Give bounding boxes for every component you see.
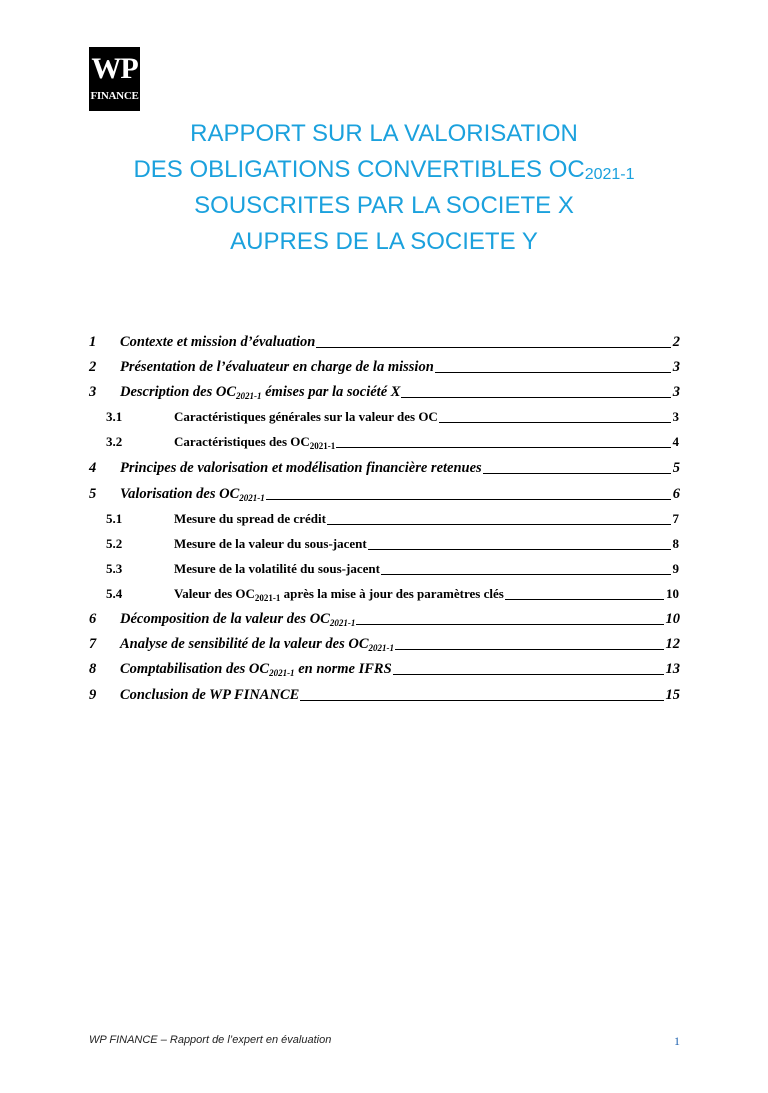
toc-entry-title: Analyse de sensibilité de la valeur des $OC_{2021-1}$ (120, 636, 394, 653)
logo-wp-text: WP (91, 52, 138, 85)
toc-entry-page: 2 (672, 334, 680, 350)
toc-entry[interactable] (0, 330, 768, 354)
toc-entry-number: 4 (89, 460, 97, 476)
page-footer: WP FINANCE – Rapport de l’expert en évaluation (89, 1034, 332, 1046)
toc-entry[interactable] (0, 657, 768, 681)
toc-entry-page: 3 (672, 384, 680, 400)
toc-leader-line (327, 524, 671, 525)
toc-entry-number: 5.1 (106, 511, 123, 526)
toc-entry-number: 5 (89, 486, 97, 502)
toc-entry-page: 7 (672, 511, 679, 526)
toc-leader-line (300, 700, 663, 701)
toc-leader-line (483, 473, 671, 474)
toc-leader-line (401, 397, 670, 398)
toc-entry-title: Comptabilisation des $OC_{2021-1}$ en norme IFRS (120, 661, 392, 678)
title-line-2 (0, 152, 768, 188)
toc-entry-title: Principes de valorisation et modélisation financière retenues (120, 460, 482, 476)
toc-entry-title: Valeur des $OC_{2021-1}$ après la mise à jour des paramètres clés (174, 586, 504, 603)
toc-entry-page: 12 (665, 636, 680, 652)
toc-entry-title: Description des $OC_{2021-1}$ émises par la société X (120, 384, 401, 401)
toc-entry-page: 13 (665, 661, 680, 677)
toc-entry-page: 15 (665, 687, 680, 703)
toc-entry-page: 5 (672, 460, 680, 476)
toc-entry-page: 3 (672, 409, 679, 424)
toc-entry[interactable] (0, 456, 768, 480)
toc-entry[interactable] (0, 380, 768, 404)
toc-entry[interactable] (0, 582, 768, 606)
logo-finance-text: FINANCE (90, 90, 139, 102)
toc-entry-number: 2 (89, 359, 97, 375)
toc-leader-line (393, 674, 664, 675)
toc-entry[interactable] (0, 405, 768, 429)
toc-entry-title: Décomposition de la valeur des $OC_{2021-1}$ (120, 611, 356, 628)
toc-entry-number: 7 (89, 636, 97, 652)
toc-entry[interactable] (0, 430, 768, 454)
title-line-2-main: DES OBLIGATIONS CONVERTIBLES OC (133, 156, 585, 183)
toc-leader-line (505, 599, 664, 600)
title-line-2-sub: 2021-1 (584, 166, 635, 183)
toc-leader-line (266, 499, 671, 500)
toc-entry[interactable] (0, 482, 768, 506)
title-line-1: RAPPORT SUR LA VALORISATION (190, 120, 578, 147)
toc-entry-title: Conclusion de WP FINANCE (120, 687, 300, 703)
toc-leader-line (316, 347, 670, 348)
toc-leader-line (336, 447, 670, 448)
wp-finance-logo (89, 47, 140, 111)
toc-entry-page: 10 (666, 586, 679, 601)
toc-entry-title: Présentation de l’évaluateur en charge de la mission (120, 359, 434, 375)
toc-entry-page: 4 (672, 434, 679, 449)
toc-entry-number: 6 (89, 611, 97, 627)
toc-entry-page: 3 (672, 359, 680, 375)
toc-entry[interactable] (0, 632, 768, 656)
toc-leader-line (435, 372, 671, 373)
toc-entry-page: 6 (672, 486, 680, 502)
toc-entry-page: 8 (672, 536, 679, 551)
toc-entry-number: 1 (89, 334, 97, 350)
toc-entry-title: Mesure du spread de crédit (174, 511, 326, 526)
report-title (0, 116, 768, 260)
toc-entry-title: Caractéristiques des $OC_{2021-1}$ (174, 434, 336, 451)
toc-leader-line (395, 649, 664, 650)
toc-entry-title: Caractéristiques générales sur la valeur des OC (174, 409, 438, 424)
toc-entry-number: 3.1 (106, 409, 123, 424)
toc-entry[interactable] (0, 507, 768, 531)
toc-entry-number: 3 (89, 384, 97, 400)
toc-entry[interactable] (0, 607, 768, 631)
toc-entry-number: 5.3 (106, 561, 123, 576)
toc-entry-number: 3.2 (106, 434, 123, 449)
toc-leader-line (439, 422, 671, 423)
toc-entry[interactable] (0, 355, 768, 379)
toc-leader-line (356, 624, 663, 625)
toc-entry-title: Mesure de la volatilité du sous-jacent (174, 561, 380, 576)
toc-entry-number: 5.4 (106, 586, 123, 601)
toc-entry-page: 9 (672, 561, 679, 576)
toc-entry-title: Contexte et mission d’évaluation (120, 334, 316, 350)
toc-entry-number: 8 (89, 661, 97, 677)
toc-entry[interactable] (0, 532, 768, 556)
toc-leader-line (381, 574, 671, 575)
title-line-4: AUPRES DE LA SOCIETE Y (230, 228, 538, 255)
toc-entry-number: 9 (89, 687, 97, 703)
toc-entry-page: 10 (665, 611, 680, 627)
toc-entry-number: 5.2 (106, 536, 123, 551)
toc-entry-title: Mesure de la valeur du sous-jacent (174, 536, 367, 551)
toc-leader-line (368, 549, 671, 550)
toc-entry[interactable] (0, 683, 768, 707)
page-number: 1 (674, 1034, 680, 1048)
toc-entry[interactable] (0, 557, 768, 581)
title-line-3: SOUSCRITES PAR LA SOCIETE X (194, 192, 574, 219)
toc-entry-title: Valorisation des $OC_{2021-1}$ (120, 486, 265, 503)
